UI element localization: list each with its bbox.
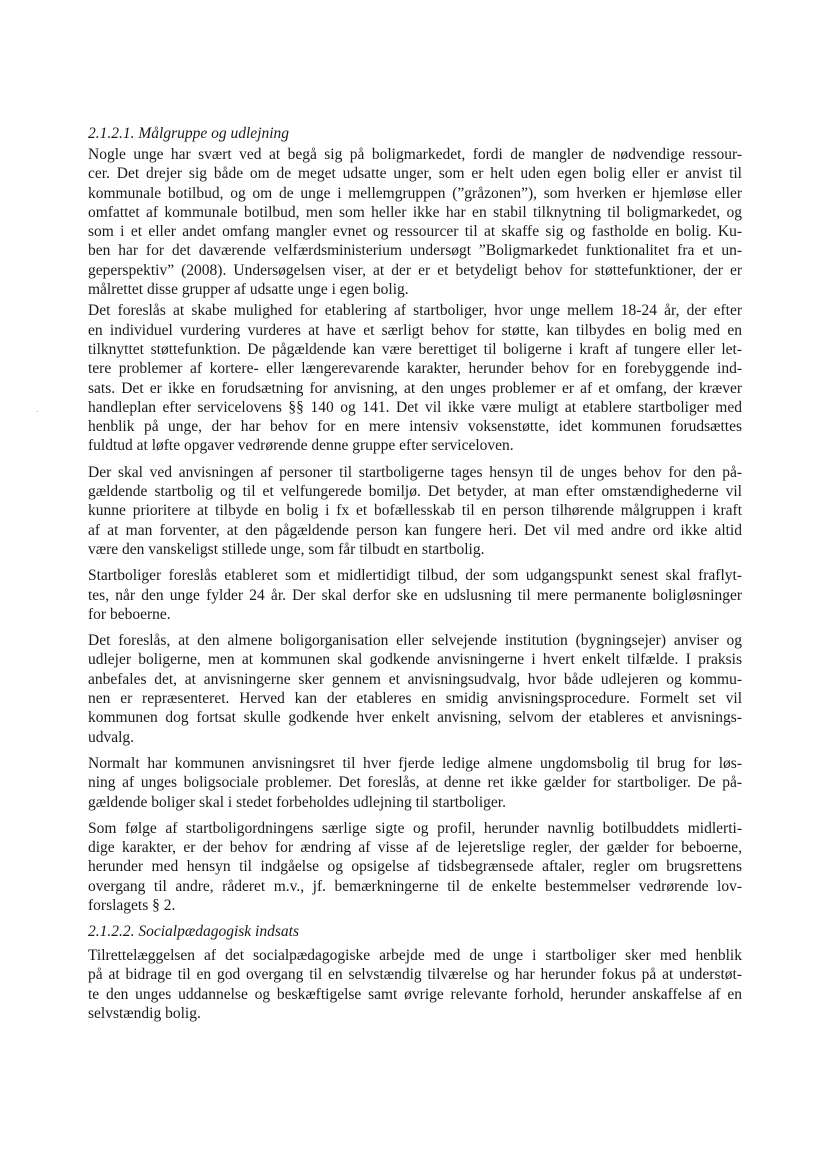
text-line: kommunen dog fortsat skulle godkende hver enkelt anvisning, selvom der etableres et anvisnings- (88, 709, 742, 727)
text-line: tilknyttet støttefunktion. De pågældende kan være berettiget til boligerne i kraft af tungere eller let- (88, 340, 742, 358)
text-line: tere problemer af kortere- eller længerevarende karakter, herunder behov for en forebyggende ind- (88, 360, 742, 378)
text-line: Det foreslås, at den almene boligorganisation eller selvejende institution (bygningsejer) anviser og (88, 632, 742, 650)
text-line: ning af unges boligsociale problemer. Det foreslås, at denne ret ikke gælder for startboliger. De på- (88, 774, 742, 792)
text-line: te den unges uddannelse og beskæftigelse samt øvrige relevante forhold, herunder anskaffelse af en (88, 985, 742, 1003)
text-line: handleplan efter servicelovens §§ 140 og 141. Det vil ikke være muligt at etablere startboliger med (88, 398, 742, 416)
text-line: omfattet af kommunale botilbud, men som heller ikke har en stabil tilknytning til boligmarkedet, og (88, 203, 742, 221)
text-line: gældende startbolig og til et velfungerede bomiljø. Det betyder, at man efter omstændighederne vil (88, 483, 742, 501)
paragraph (88, 463, 742, 559)
text-line: nen er repræsenteret. Herved kan der etableres en smidig anvisningsprocedure. Formelt set vil (88, 690, 742, 708)
text-line: geperspektiv” (2008). Undersøgelsen viser, at der er et betydeligt behov for støttefunktioner, der er (88, 261, 742, 279)
section-socialpaedagogisk-indsats (88, 922, 742, 1025)
text-line: af at man forventer, at den pågældende person kan fungere heri. Det vil med andre ord ikke altid (88, 521, 742, 539)
text-line: Tilrettelæggelsen af det socialpædagogiske arbejde med de unge i startboliger sker med henblik (88, 947, 742, 964)
text-line: cer. Det drejer sig både om de meget udsatte unger, som er helt uden egen bolig eller er anvist til (88, 165, 742, 183)
text-line: være den vanskeligst stillede unge, som får tilbudt en startbolig. (88, 540, 485, 558)
text-line: udlejer boligerne, men at kommunen skal godkende anvisningerne i hvert enkelt tilfælde. I praksis (88, 651, 742, 669)
margin-mark: . (36, 404, 39, 415)
text-line: herunder med hensyn til indgåelse og opsigelse af tidsbegrænsede aftaler, regler om brugsrettens (88, 858, 742, 876)
text-line: kommunale botilbud, og om de unge i mellemgruppen (”gråzonen”), som hverken er hjemløse eller (88, 184, 742, 202)
paragraph (88, 946, 742, 1023)
text-line: sats. Det er ikke en forudsætning for anvisning, at den unges problemer er af et omfang, der kræver (88, 379, 742, 397)
text-line: Det foreslås at skabe mulighed for etablering af startboliger, hvor unge mellem 18-24 år, der efter (88, 302, 742, 320)
text-line: Normalt har kommunen anvisningsret til hver fjerde ledige almene ungdomsbolig til brug for løs- (88, 754, 742, 772)
paragraph (88, 145, 742, 299)
text-line: dige karakter, er der behov for ændring af visse af de lejeretslige regler, der gælder for beboerne, (88, 839, 742, 857)
section-body (88, 946, 742, 1023)
section-body (88, 145, 742, 915)
paragraph (88, 819, 742, 915)
text-line: udvalg. (88, 728, 135, 746)
text-line: en individuel vurdering vurderes at have et særligt behov for støtte, kan tilbydes en bolig med en (88, 321, 742, 339)
text-line: Som følge af startboligordningens særlige sigte og profil, herunder navnlig botilbuddets midlerti- (88, 819, 742, 837)
text-line: for beboerne. (88, 605, 171, 623)
text-line: målrettet disse grupper af udsatte unge i egen bolig. (88, 281, 409, 299)
text-line: Der skal ved anvisningen af personer til startboligerne tages hensyn til de unges behov for den på- (88, 463, 742, 481)
text-line: ben har for det daværende velfærdsministerium undersøgt ”Boligmarkedet funktionalitet fra et un- (88, 242, 742, 260)
text-line: Nogle unge har svært ved at begå sig på boligmarkedet, fordi de mangler de nødvendige ressour- (88, 146, 742, 163)
section-heading: 2.1.2.1. Målgruppe og udlejning (88, 125, 290, 142)
text-line: henblik på unge, der har behov for en mere intensiv voksenstøtte, idet kommunen forudsættes (88, 418, 742, 436)
text-line: Startboliger foreslås etableret som et midlertidigt tilbud, der som udgangspunkt senest skal fraflyt- (88, 567, 742, 585)
text-line: tes, når den unge fylder 24 år. Der skal derfor ske en udslusning til mere permanente boligløsninger (88, 586, 742, 604)
text-line: selvstændig bolig. (88, 1004, 201, 1022)
paragraph (88, 301, 742, 455)
text-line: som i et eller andet omfang mangler evnet og ressourcer til at skaffe sig og fastholde en bolig. Ku- (88, 223, 742, 241)
text-line: overgang til andre, råderet m.v., jf. bemærkningerne til de enkelte bestemmelser vedrørende lov- (88, 877, 742, 895)
section-heading: 2.1.2.2. Socialpædagogisk indsats (88, 923, 299, 940)
text-line: fuldtud at løfte opgaver vedrørende denne gruppe efter serviceloven. (88, 437, 514, 455)
text-line: gældende boliger skal i stedet forbeholdes udlejning til startboliger. (88, 793, 506, 811)
text-line: anbefales det, at anvisningerne sker gennem et anvisningsudvalg, hvor både udlejeren og kommu- (88, 670, 742, 688)
text-line: på at bidrage til en god overgang til en selvstændig tilværelse og har herunder fokus på at understøt- (88, 966, 742, 984)
paragraph (88, 566, 742, 624)
section-malgruppe-og-udlejning (88, 124, 742, 922)
paragraph (88, 754, 742, 812)
text-line: kunne prioritere at tilbyde en bolig i fx et bofællesskab til en person tilhørende målgruppen i kraft (88, 502, 742, 520)
text-line: forslagets § 2. (88, 896, 176, 914)
paragraph (88, 631, 742, 747)
